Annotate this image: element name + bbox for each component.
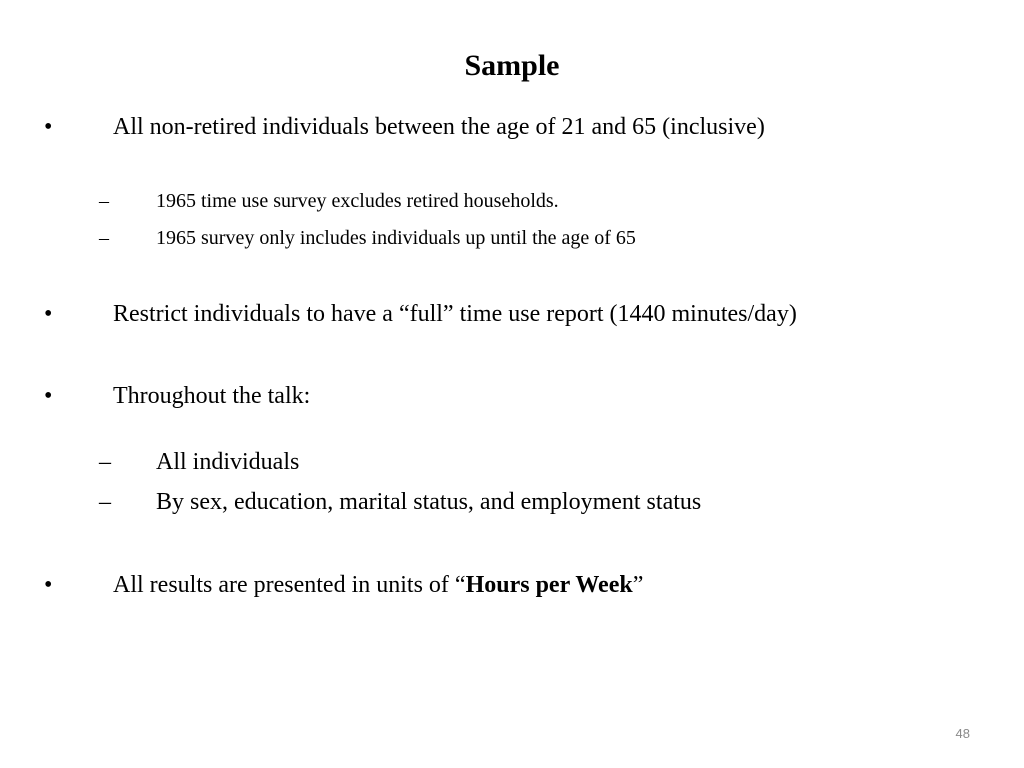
bullet-marker: • (44, 572, 53, 598)
bullet-text-before: All results are presented in units of “ (113, 572, 466, 598)
bullet-text: All non-retired individuals between the age of 21 and 65 (inclusive) (113, 114, 765, 140)
bullet-text-after: ” (632, 572, 644, 598)
sub-bullet-text: By sex, education, marital status, and employment status (156, 489, 702, 515)
bullet-marker: • (44, 383, 53, 409)
sub-bullet-marker: – (99, 227, 109, 249)
slide-title: Sample (464, 49, 560, 82)
page-number: 48 (955, 726, 970, 741)
bullet-marker: • (44, 301, 53, 327)
sub-bullet-text: All individuals (156, 449, 300, 475)
sub-bullet-marker: – (99, 449, 111, 475)
bullet-text-bold: Hours per Week (465, 572, 633, 598)
bullet-text: Throughout the talk: (113, 383, 311, 409)
sub-bullet-text: 1965 time use survey excludes retired households. (156, 190, 559, 212)
sub-bullet-marker: – (99, 190, 109, 212)
bullet-text: Restrict individuals to have a “full” time use report (1440 minutes/day) (113, 301, 797, 327)
sub-bullet-text: 1965 survey only includes individuals up until the age of 65 (156, 227, 636, 249)
sub-bullet-marker: – (99, 489, 111, 515)
bullet-marker: • (44, 114, 53, 140)
bullet-text (113, 569, 643, 601)
